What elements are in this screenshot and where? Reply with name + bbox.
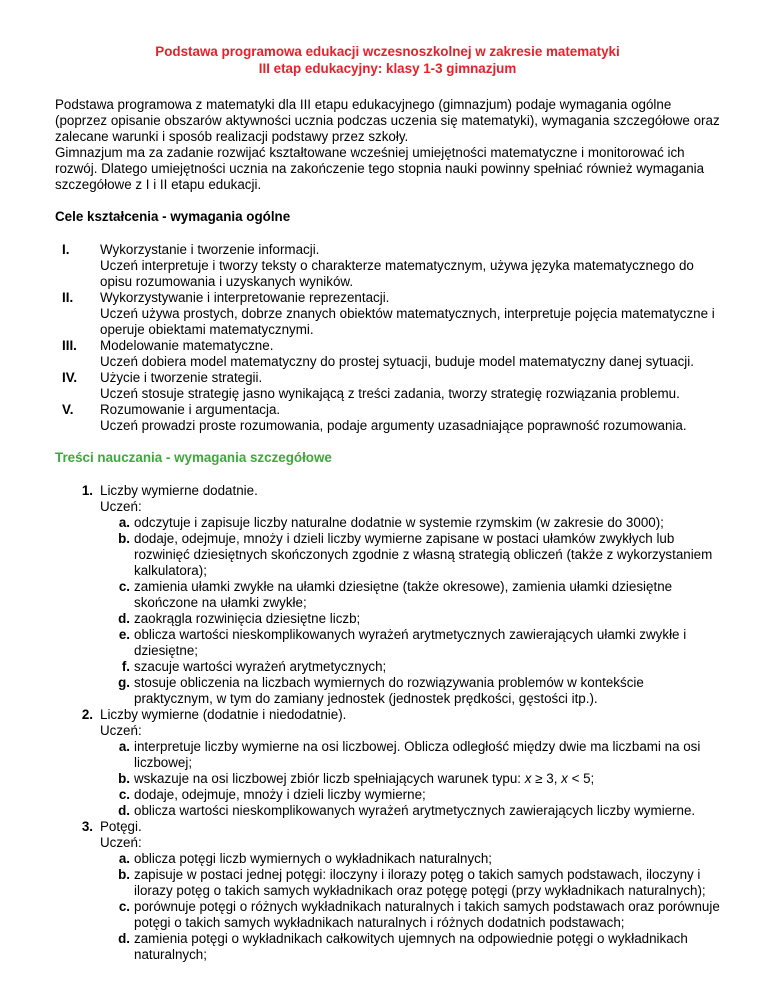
- math-variable: x: [561, 771, 568, 786]
- requirement-letter: d.: [118, 611, 130, 626]
- requirement-item: [55, 787, 720, 803]
- requirement-text-mid: ≥ 3,: [531, 771, 562, 786]
- requirement-item: [55, 739, 720, 771]
- requirement-text: [134, 771, 720, 787]
- topics-list: [55, 483, 720, 963]
- requirement-text: odczytuje i zapisuje liczby naturalne dodatnie w systemie rzymskim (w zakresie do 3000);: [134, 515, 664, 530]
- document-page: [55, 43, 720, 963]
- requirement-letter: b.: [118, 531, 130, 546]
- requirement-letter: f.: [121, 659, 130, 674]
- requirement-item: [55, 899, 720, 931]
- requirement-item: [55, 659, 720, 675]
- goal-number: II.: [62, 290, 74, 305]
- goal-title: Wykorzystanie i tworzenie informacji.: [100, 242, 320, 257]
- uczen-label: Uczeń:: [100, 835, 142, 850]
- topic-number: 1.: [81, 483, 93, 498]
- topic-item: [55, 483, 720, 707]
- requirement-item: [55, 931, 720, 963]
- goal-description: Uczeń używa prostych, dobrze znanych obiektów matematycznych, interpretuje pojęcia matematyczne i operuje obiektami matematycznymi.: [100, 306, 715, 337]
- requirement-item: [55, 627, 720, 659]
- uczen-label: Uczeń:: [100, 499, 142, 514]
- requirement-letter: d.: [118, 803, 130, 818]
- intro-paragraph-1: Podstawa programowa z matematyki dla III etapu edukacyjnego (gimnazjum) podaje wymagania ogólne (poprzez opisanie obszarów aktywności ucznia podczas uczenia się matematyki), wymagania szczegółowe oraz zalecane warunki i sposób realizacji podstawy przez szkoły.: [55, 97, 720, 144]
- requirement-item: [55, 515, 720, 531]
- requirement-text-post: < 5;: [567, 771, 595, 786]
- requirement-text: dodaje, odejmuje, mnoży i dzieli liczby wymierne zapisane w postaci ułamków zwykłych lub rozwinięć dziesiętnych skończonych zgodnie z własną strategią obliczeń (także z wykorzystaniem kalkulatora);: [134, 531, 713, 578]
- requirement-text: interpretuje liczby wymierne na osi liczbowej. Oblicza odległość między dwie ma liczbami na osi liczbowej;: [134, 739, 701, 770]
- goal-number: III.: [62, 338, 77, 353]
- requirement-text: stosuje obliczenia na liczbach wymiernych do rozwiązywania problemów w kontekście praktycznym, w tym do zamiany jednostek (jednostek prędkości, gęstości itp.).: [134, 675, 644, 706]
- goal-number: IV.: [62, 370, 78, 385]
- requirement-letter: c.: [118, 579, 130, 594]
- goal-description: Uczeń dobiera model matematyczny do prostej sytuacji, buduje model matematyczny danej sytuacji.: [100, 354, 694, 369]
- requirement-letter: a.: [118, 851, 130, 866]
- title-line-2: III etap edukacyjny: klasy 1-3 gimnazjum: [258, 61, 517, 76]
- goals-heading: Cele kształcenia - wymagania ogólne: [55, 209, 291, 224]
- requirement-text: porównuje potęgi o różnych wykładnikach naturalnych i takich samych podstawach oraz porównuje potęgi o takich samych wykładnikach naturalnych i różnych dodatnich podstawach;: [134, 899, 720, 930]
- requirement-letter: d.: [118, 931, 130, 946]
- topic-item: [55, 707, 720, 819]
- goal-title: Użycie i tworzenie strategii.: [100, 370, 263, 385]
- requirement-letter: a.: [118, 515, 130, 530]
- requirement-text: szacuje wartości wyrażeń arytmetycznych;: [134, 659, 387, 674]
- goal-title: Modelowanie matematyczne.: [100, 338, 274, 353]
- goal-item: [55, 338, 720, 370]
- requirement-item: [55, 531, 720, 579]
- requirement-item: [55, 611, 720, 627]
- goal-description: Uczeń prowadzi proste rozumowania, podaje argumenty uzasadniające poprawność rozumowania.: [100, 418, 687, 433]
- topic-item: [55, 819, 720, 963]
- requirement-text: zamienia ułamki zwykłe na ułamki dziesiętne (także okresowe), zamienia ułamki dziesiętne skończone na ułamki zwykłe;: [134, 579, 673, 610]
- math-variable: x: [524, 771, 532, 786]
- topic-title: Liczby wymierne (dodatnie i niedodatnie).: [100, 707, 347, 722]
- requirement-item: [55, 851, 720, 867]
- goal-description: Uczeń stosuje strategię jasno wynikającą z treści zadania, tworzy strategię rozwiązania problemu.: [100, 386, 680, 401]
- requirement-letter: e.: [118, 627, 130, 642]
- topic-title: Liczby wymierne dodatnie.: [100, 483, 258, 498]
- requirement-text: dodaje, odejmuje, mnoży i dzieli liczby wymierne;: [134, 787, 426, 802]
- requirement-item: [55, 803, 720, 819]
- requirement-text: zapisuje w postaci jednej potęgi: iloczyny i ilorazy potęg o takich samych podstawach, iloczyny i ilorazy potęg o takich samych wykładnikach oraz potęgę potęgi (przy wykładnikach naturalnych);: [134, 867, 706, 898]
- goal-title: Rozumowanie i argumentacja.: [100, 402, 281, 417]
- requirement-item: [55, 867, 720, 899]
- intro: [55, 97, 720, 193]
- uczen-label: Uczeń:: [100, 723, 142, 738]
- goal-title: Wykorzystywanie i interpretowanie reprezentacji.: [100, 290, 390, 305]
- goal-item: [55, 370, 720, 402]
- goal-item: [55, 290, 720, 338]
- document-title: [55, 43, 720, 77]
- title-line-1: Podstawa programowa edukacji wczesnoszkolnej w zakresie matematyki: [155, 44, 620, 59]
- requirement-text: oblicza potęgi liczb wymiernych o wykładnikach naturalnych;: [134, 851, 492, 866]
- requirement-item: [55, 579, 720, 611]
- goal-item: [55, 242, 720, 290]
- requirement-text: oblicza wartości nieskomplikowanych wyrażeń arytmetycznych zawierających liczby wymierne.: [134, 803, 696, 818]
- goal-number: V.: [62, 402, 74, 417]
- requirement-text: zamienia potęgi o wykładnikach całkowitych ujemnych na odpowiednie potęgi o wykładnikach naturalnych;: [134, 931, 688, 962]
- requirement-letter: b.: [118, 771, 130, 786]
- requirement-letter: g.: [118, 675, 130, 690]
- goal-description: Uczeń interpretuje i tworzy teksty o charakterze matematycznym, używa języka matematycznego do opisu rozumowania i uzyskanych wyników.: [100, 258, 694, 289]
- requirement-letter: b.: [118, 867, 130, 882]
- requirement-letter: a.: [118, 739, 130, 754]
- intro-paragraph-2: Gimnazjum ma za zadanie rozwijać kształtowane wcześniej umiejętności matematyczne i monitorować ich rozwój. Dlatego umiejętności ucznia na zakończenie tego stopnia nauki powinny spełniać również wymagania szczegółowe z I i II etapu edukacji.: [55, 145, 705, 192]
- requirement-letter: c.: [118, 787, 130, 802]
- topic-number: 2.: [81, 707, 93, 722]
- requirement-letter: c.: [118, 899, 130, 914]
- goal-number: I.: [62, 242, 70, 257]
- requirement-text: zaokrągla rozwinięcia dziesiętne liczb;: [134, 611, 361, 626]
- topic-number: 3.: [81, 819, 93, 834]
- requirement-text: oblicza wartości nieskomplikowanych wyrażeń arytmetycznych zawierających ułamki zwykłe i dziesiętne;: [134, 627, 687, 658]
- topic-title: Potęgi.: [100, 819, 142, 834]
- requirement-text-pre: wskazuje na osi liczbowej zbiór liczb spełniających warunek typu:: [134, 771, 525, 786]
- content-heading: Treści nauczania - wymagania szczegółowe: [55, 450, 332, 465]
- requirement-item: [55, 675, 720, 707]
- goals-list: [55, 242, 720, 434]
- goal-item: [55, 402, 720, 434]
- requirement-item: [55, 771, 720, 787]
